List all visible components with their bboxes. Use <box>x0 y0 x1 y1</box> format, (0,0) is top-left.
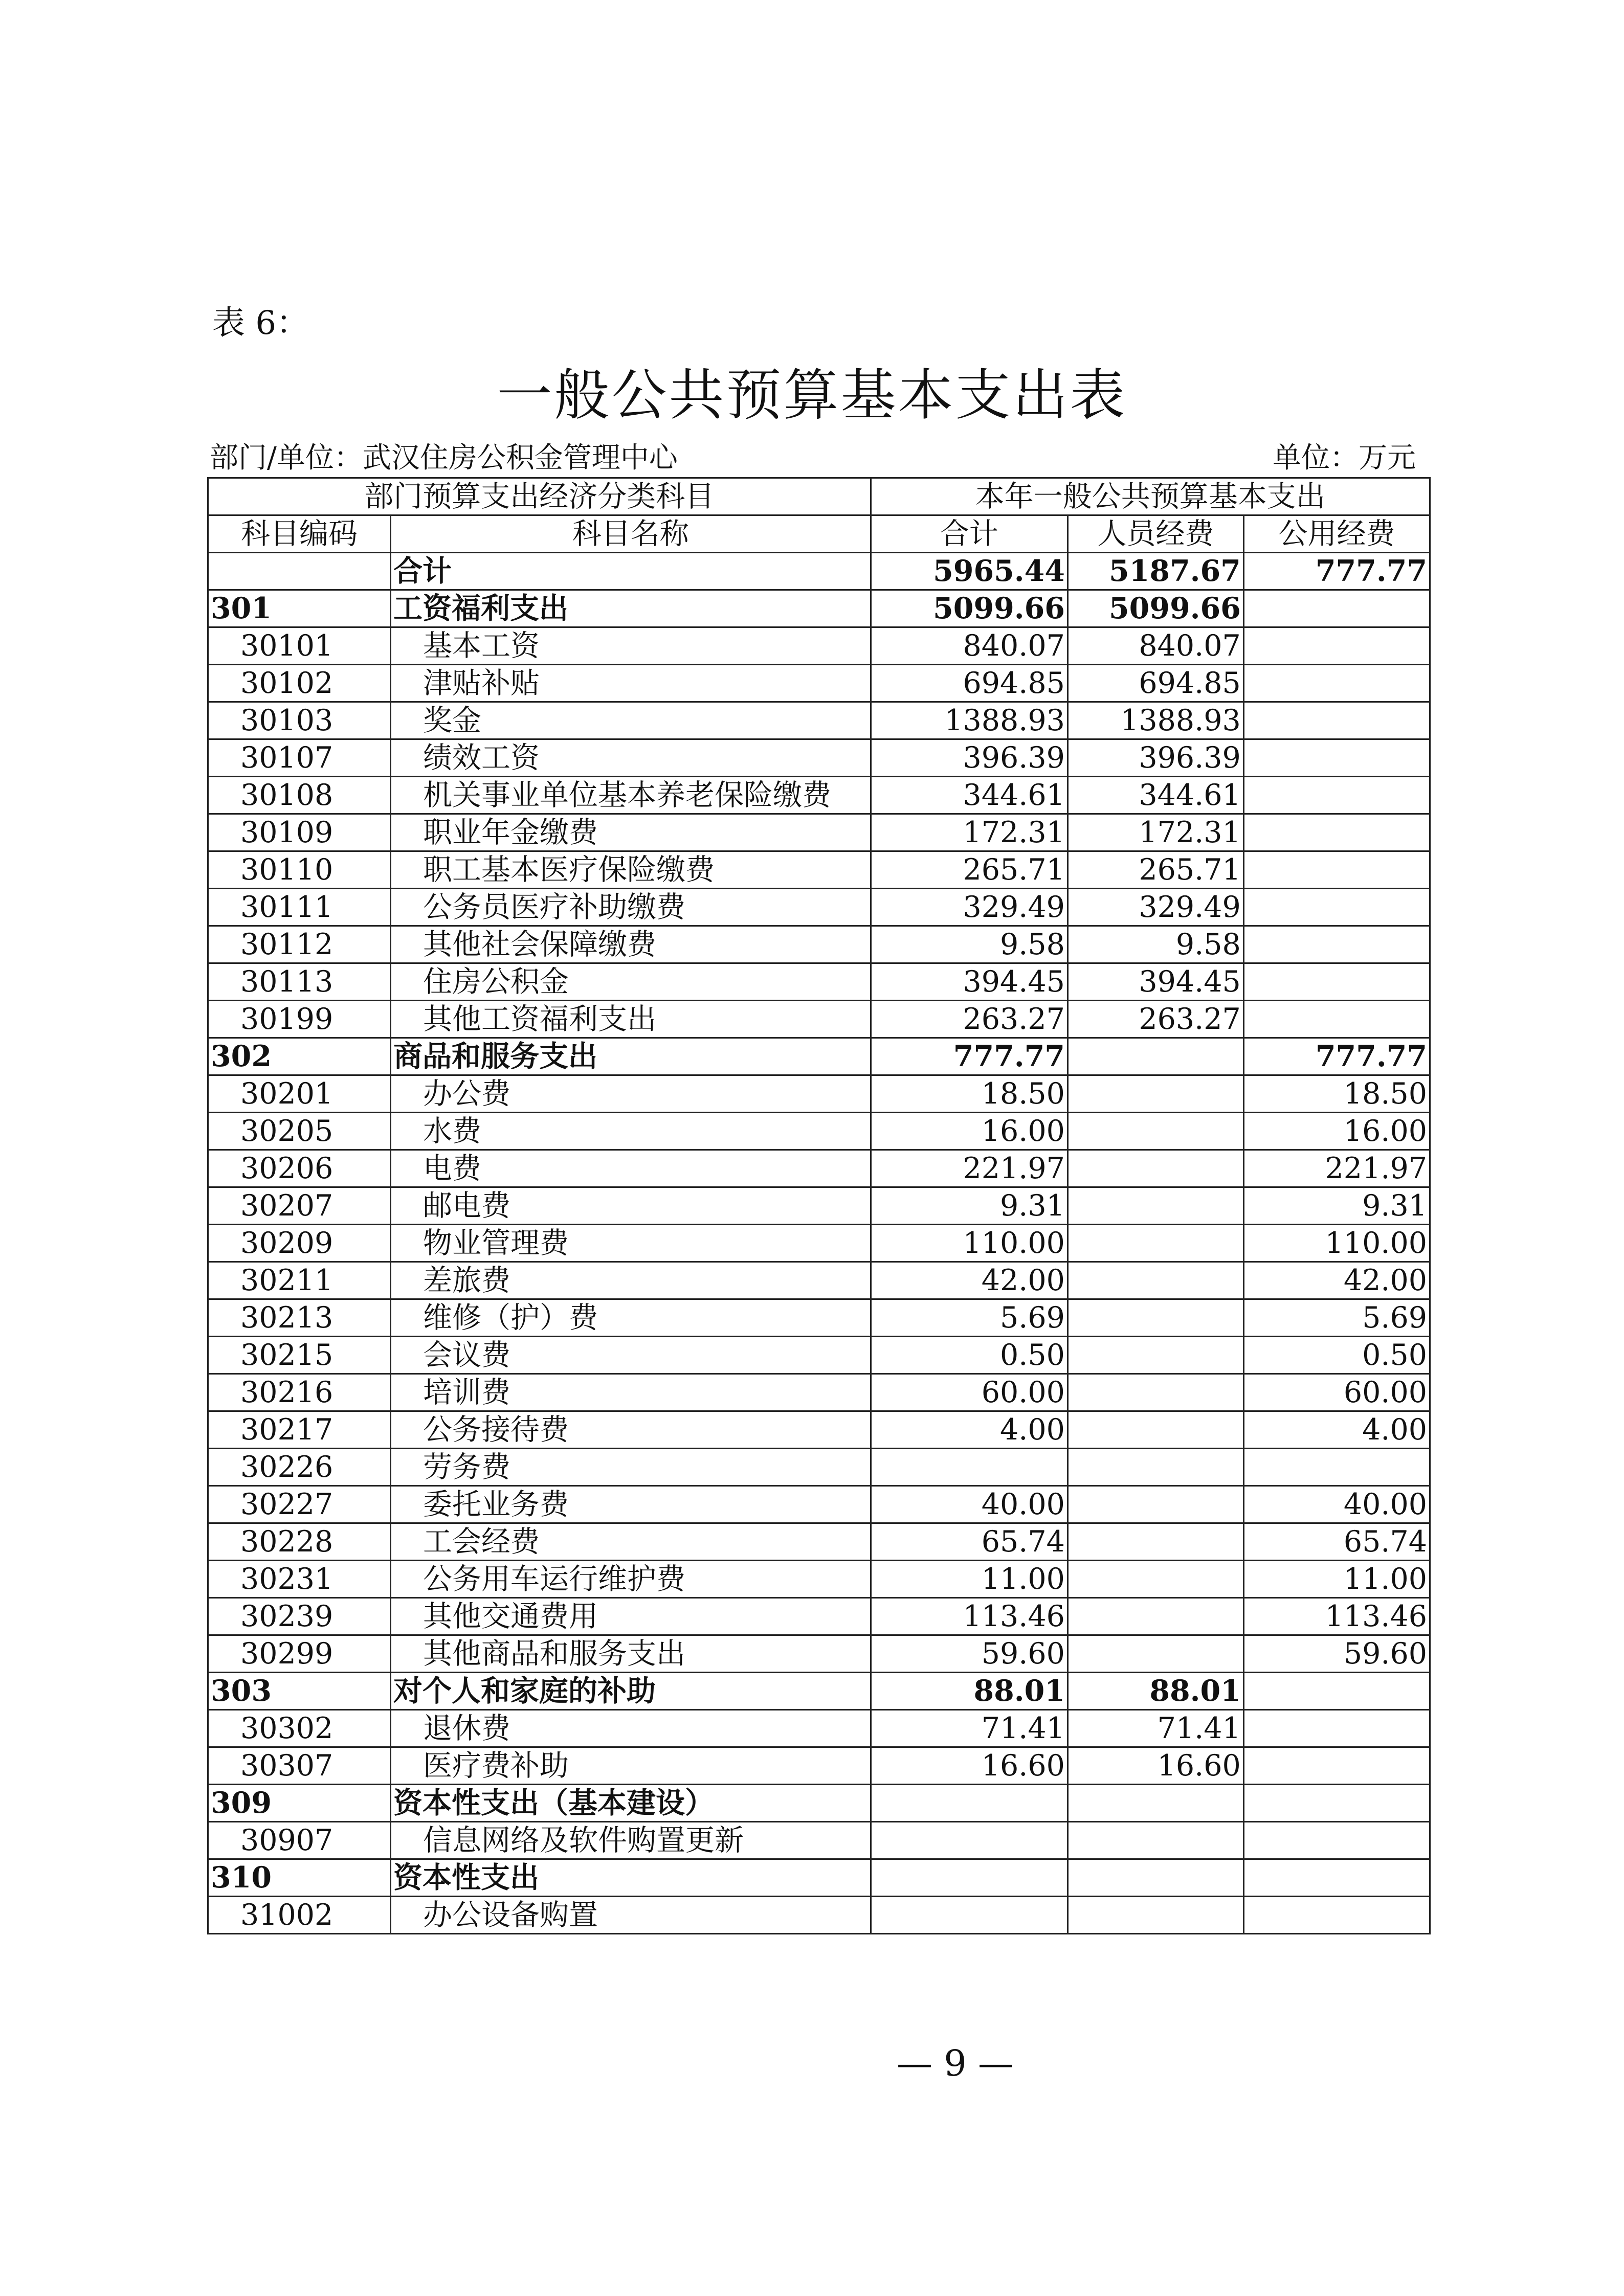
cell-code: 30302 <box>208 1710 391 1747</box>
cell-code: 30109 <box>208 814 391 851</box>
cell-code: 30907 <box>208 1822 391 1859</box>
cell-total: 396.39 <box>871 739 1067 777</box>
cell-public <box>1243 1785 1430 1822</box>
cell-personnel <box>1067 1822 1243 1859</box>
column-header-name: 科目名称 <box>391 515 871 553</box>
cell-code: 30211 <box>208 1262 391 1299</box>
cell-code: 301 <box>208 590 391 627</box>
cell-personnel <box>1067 1897 1243 1934</box>
cell-code: 30107 <box>208 739 391 777</box>
table-row <box>208 627 1430 665</box>
cell-public <box>1243 1449 1430 1486</box>
cell-total: 16.00 <box>871 1113 1067 1150</box>
cell-code: 30206 <box>208 1150 391 1187</box>
column-header-code: 科目编码 <box>208 515 391 553</box>
cell-public: 42.00 <box>1243 1262 1430 1299</box>
cell-personnel: 344.61 <box>1067 777 1243 814</box>
cell-total: 394.45 <box>871 963 1067 1001</box>
cell-name: 机关事业单位基本养老保险缴费 <box>391 777 871 814</box>
cell-public <box>1243 851 1430 889</box>
cell-name: 培训费 <box>391 1374 871 1411</box>
cell-name: 资本性支出 <box>391 1859 871 1897</box>
cell-public <box>1243 1001 1430 1038</box>
department-label: 部门/单位：武汉住房公积金管理中心 <box>210 441 678 475</box>
cell-name: 津贴补贴 <box>391 665 871 702</box>
cell-personnel <box>1067 1150 1243 1187</box>
cell-total: 344.61 <box>871 777 1067 814</box>
cell-name: 办公设备购置 <box>391 1897 871 1934</box>
cell-total: 88.01 <box>871 1673 1067 1710</box>
cell-personnel <box>1067 1113 1243 1150</box>
cell-name: 职工基本医疗保险缴费 <box>391 851 871 889</box>
table-row <box>208 1374 1430 1411</box>
cell-name: 商品和服务支出 <box>391 1038 871 1075</box>
cell-total: 172.31 <box>871 814 1067 851</box>
cell-personnel <box>1067 1225 1243 1262</box>
cell-personnel: 172.31 <box>1067 814 1243 851</box>
table-row <box>208 1822 1430 1859</box>
table-row <box>208 590 1430 627</box>
group-header-category: 部门预算支出经济分类科目 <box>208 478 871 515</box>
cell-total: 777.77 <box>871 1038 1067 1075</box>
cell-code: 30209 <box>208 1225 391 1262</box>
page-number-text: — 9 — <box>896 2042 1014 2084</box>
cell-public: 40.00 <box>1243 1486 1430 1523</box>
cell-public <box>1243 814 1430 851</box>
unit-label: 单位：万元 <box>1273 441 1416 475</box>
cell-code: 31002 <box>208 1897 391 1934</box>
cell-personnel: 396.39 <box>1067 739 1243 777</box>
column-header-row <box>208 515 1430 553</box>
table-row <box>208 739 1430 777</box>
cell-total: 840.07 <box>871 627 1067 665</box>
cell-personnel <box>1067 1262 1243 1299</box>
cell-public <box>1243 889 1430 926</box>
cell-public <box>1243 627 1430 665</box>
cell-name: 基本工资 <box>391 627 871 665</box>
cell-personnel <box>1067 1561 1243 1598</box>
column-header-public: 公用经费 <box>1243 515 1430 553</box>
cell-code: 30102 <box>208 665 391 702</box>
cell-public <box>1243 665 1430 702</box>
cell-total: 1388.93 <box>871 702 1067 739</box>
cell-code: 30199 <box>208 1001 391 1038</box>
cell-total: 0.50 <box>871 1337 1067 1374</box>
table-row <box>208 1038 1430 1075</box>
group-header-expenditure: 本年一般公共预算基本支出 <box>871 478 1430 515</box>
table-row <box>208 1299 1430 1337</box>
cell-name: 工会经费 <box>391 1523 871 1561</box>
cell-code: 30239 <box>208 1598 391 1635</box>
cell-public <box>1243 739 1430 777</box>
table-row <box>208 777 1430 814</box>
table-row <box>208 1561 1430 1598</box>
cell-name: 其他工资福利支出 <box>391 1001 871 1038</box>
cell-total: 5965.44 <box>871 553 1067 590</box>
column-header-personnel: 人员经费 <box>1067 515 1243 553</box>
cell-personnel: 840.07 <box>1067 627 1243 665</box>
cell-personnel: 5187.67 <box>1067 553 1243 590</box>
cell-public <box>1243 777 1430 814</box>
cell-public: 16.00 <box>1243 1113 1430 1150</box>
table-row <box>208 1337 1430 1374</box>
cell-public <box>1243 926 1430 963</box>
table-row <box>208 1150 1430 1187</box>
cell-public <box>1243 1673 1430 1710</box>
table-row <box>208 1262 1430 1299</box>
table-row <box>208 1075 1430 1113</box>
cell-name: 对个人和家庭的补助 <box>391 1673 871 1710</box>
cell-public: 5.69 <box>1243 1299 1430 1337</box>
cell-personnel: 1388.93 <box>1067 702 1243 739</box>
cell-total: 65.74 <box>871 1523 1067 1561</box>
cell-public: 110.00 <box>1243 1225 1430 1262</box>
cell-code: 30110 <box>208 851 391 889</box>
cell-total: 59.60 <box>871 1635 1067 1673</box>
cell-personnel <box>1067 1187 1243 1225</box>
cell-name: 劳务费 <box>391 1449 871 1486</box>
cell-total: 329.49 <box>871 889 1067 926</box>
table-row <box>208 1187 1430 1225</box>
cell-public <box>1243 702 1430 739</box>
cell-public <box>1243 1859 1430 1897</box>
cell-public <box>1243 963 1430 1001</box>
cell-personnel: 71.41 <box>1067 1710 1243 1747</box>
cell-name: 水费 <box>391 1113 871 1150</box>
table-row <box>208 1635 1430 1673</box>
cell-total: 9.58 <box>871 926 1067 963</box>
table-row <box>208 1225 1430 1262</box>
cell-total: 5099.66 <box>871 590 1067 627</box>
cell-personnel <box>1067 1374 1243 1411</box>
cell-name: 维修（护）费 <box>391 1299 871 1337</box>
cell-code: 30231 <box>208 1561 391 1598</box>
cell-personnel <box>1067 1598 1243 1635</box>
cell-personnel <box>1067 1411 1243 1449</box>
cell-personnel: 694.85 <box>1067 665 1243 702</box>
cell-code: 30111 <box>208 889 391 926</box>
table-row <box>208 665 1430 702</box>
cell-code: 30226 <box>208 1449 391 1486</box>
cell-total: 694.85 <box>871 665 1067 702</box>
cell-name: 住房公积金 <box>391 963 871 1001</box>
page-title: 一般公共预算基本支出表 <box>497 364 1127 427</box>
cell-total: 265.71 <box>871 851 1067 889</box>
cell-personnel <box>1067 1859 1243 1897</box>
cell-total: 221.97 <box>871 1150 1067 1187</box>
cell-name: 其他交通费用 <box>391 1598 871 1635</box>
cell-total <box>871 1785 1067 1822</box>
cell-personnel: 16.60 <box>1067 1747 1243 1785</box>
table-body <box>208 553 1430 1934</box>
cell-public: 60.00 <box>1243 1374 1430 1411</box>
cell-total: 263.27 <box>871 1001 1067 1038</box>
cell-total: 9.31 <box>871 1187 1067 1225</box>
cell-name: 职业年金缴费 <box>391 814 871 851</box>
cell-code: 30216 <box>208 1374 391 1411</box>
table-row <box>208 814 1430 851</box>
cell-total: 16.60 <box>871 1747 1067 1785</box>
table-row <box>208 1449 1430 1486</box>
table-row <box>208 926 1430 963</box>
table-row <box>208 1598 1430 1635</box>
cell-code: 30217 <box>208 1411 391 1449</box>
cell-name: 信息网络及软件购置更新 <box>391 1822 871 1859</box>
table-row <box>208 963 1430 1001</box>
table-row <box>208 1859 1430 1897</box>
cell-personnel <box>1067 1635 1243 1673</box>
cell-name: 物业管理费 <box>391 1225 871 1262</box>
cell-name: 公务接待费 <box>391 1411 871 1449</box>
cell-personnel: 265.71 <box>1067 851 1243 889</box>
cell-name: 资本性支出（基本建设） <box>391 1785 871 1822</box>
cell-code: 30108 <box>208 777 391 814</box>
cell-public: 65.74 <box>1243 1523 1430 1561</box>
cell-total: 113.46 <box>871 1598 1067 1635</box>
table-row <box>208 1710 1430 1747</box>
cell-code: 30213 <box>208 1299 391 1337</box>
cell-code: 30113 <box>208 963 391 1001</box>
cell-code: 30112 <box>208 926 391 963</box>
cell-code: 30101 <box>208 627 391 665</box>
cell-name: 合计 <box>391 553 871 590</box>
cell-total: 42.00 <box>871 1262 1067 1299</box>
cell-personnel: 9.58 <box>1067 926 1243 963</box>
cell-total <box>871 1822 1067 1859</box>
cell-name: 办公费 <box>391 1075 871 1113</box>
table-row <box>208 1411 1430 1449</box>
cell-personnel: 88.01 <box>1067 1673 1243 1710</box>
cell-total <box>871 1449 1067 1486</box>
cell-total: 40.00 <box>871 1486 1067 1523</box>
table-row <box>208 702 1430 739</box>
table-row <box>208 889 1430 926</box>
cell-name: 会议费 <box>391 1337 871 1374</box>
table-row <box>208 1486 1430 1523</box>
cell-personnel: 329.49 <box>1067 889 1243 926</box>
cell-personnel <box>1067 1523 1243 1561</box>
cell-personnel <box>1067 1038 1243 1075</box>
cell-code: 30227 <box>208 1486 391 1523</box>
cell-total <box>871 1897 1067 1934</box>
cell-public <box>1243 1897 1430 1934</box>
cell-public: 777.77 <box>1243 553 1430 590</box>
cell-code: 310 <box>208 1859 391 1897</box>
cell-public: 113.46 <box>1243 1598 1430 1635</box>
cell-public: 777.77 <box>1243 1038 1430 1075</box>
cell-name: 医疗费补助 <box>391 1747 871 1785</box>
group-header-row <box>208 478 1430 515</box>
cell-total <box>871 1859 1067 1897</box>
cell-personnel <box>1067 1785 1243 1822</box>
cell-code: 30215 <box>208 1337 391 1374</box>
cell-code: 302 <box>208 1038 391 1075</box>
table-row <box>208 1523 1430 1561</box>
cell-name: 奖金 <box>391 702 871 739</box>
cell-name: 电费 <box>391 1150 871 1187</box>
cell-personnel: 394.45 <box>1067 963 1243 1001</box>
cell-code: 30207 <box>208 1187 391 1225</box>
cell-personnel <box>1067 1299 1243 1337</box>
cell-name: 邮电费 <box>391 1187 871 1225</box>
table-row <box>208 1113 1430 1150</box>
cell-public: 11.00 <box>1243 1561 1430 1598</box>
cell-public <box>1243 1822 1430 1859</box>
table-row <box>208 851 1430 889</box>
cell-public: 9.31 <box>1243 1187 1430 1225</box>
cell-public <box>1243 1710 1430 1747</box>
table-row <box>208 1897 1430 1934</box>
cell-public <box>1243 1747 1430 1785</box>
cell-personnel <box>1067 1075 1243 1113</box>
cell-code: 303 <box>208 1673 391 1710</box>
cell-name: 委托业务费 <box>391 1486 871 1523</box>
cell-name: 公务用车运行维护费 <box>391 1561 871 1598</box>
cell-name: 绩效工资 <box>391 739 871 777</box>
cell-personnel <box>1067 1486 1243 1523</box>
table-row <box>208 1785 1430 1822</box>
cell-total: 11.00 <box>871 1561 1067 1598</box>
cell-code: 30228 <box>208 1523 391 1561</box>
cell-name: 其他社会保障缴费 <box>391 926 871 963</box>
cell-code: 30103 <box>208 702 391 739</box>
cell-public: 221.97 <box>1243 1150 1430 1187</box>
cell-code: 30299 <box>208 1635 391 1673</box>
table-row <box>208 1747 1430 1785</box>
cell-public <box>1243 590 1430 627</box>
cell-total: 5.69 <box>871 1299 1067 1337</box>
table-row <box>208 1001 1430 1038</box>
cell-code: 30205 <box>208 1113 391 1150</box>
table-row <box>208 1673 1430 1710</box>
cell-public: 18.50 <box>1243 1075 1430 1113</box>
cell-name: 工资福利支出 <box>391 590 871 627</box>
cell-public: 0.50 <box>1243 1337 1430 1374</box>
cell-code: 30307 <box>208 1747 391 1785</box>
budget-table <box>207 477 1431 1934</box>
cell-personnel: 263.27 <box>1067 1001 1243 1038</box>
cell-public: 59.60 <box>1243 1635 1430 1673</box>
cell-personnel <box>1067 1449 1243 1486</box>
cell-total: 71.41 <box>871 1710 1067 1747</box>
table-label: 表 6： <box>212 304 309 342</box>
cell-total: 110.00 <box>871 1225 1067 1262</box>
cell-total: 60.00 <box>871 1374 1067 1411</box>
column-header-total: 合计 <box>871 515 1067 553</box>
cell-code: 30201 <box>208 1075 391 1113</box>
table-row <box>208 553 1430 590</box>
cell-personnel: 5099.66 <box>1067 590 1243 627</box>
cell-personnel <box>1067 1337 1243 1374</box>
page-number <box>0 2042 1624 2084</box>
cell-name: 公务员医疗补助缴费 <box>391 889 871 926</box>
cell-code <box>208 553 391 590</box>
cell-name: 其他商品和服务支出 <box>391 1635 871 1673</box>
cell-name: 退休费 <box>391 1710 871 1747</box>
cell-public: 4.00 <box>1243 1411 1430 1449</box>
cell-total: 18.50 <box>871 1075 1067 1113</box>
cell-code: 309 <box>208 1785 391 1822</box>
cell-total: 4.00 <box>871 1411 1067 1449</box>
cell-name: 差旅费 <box>391 1262 871 1299</box>
